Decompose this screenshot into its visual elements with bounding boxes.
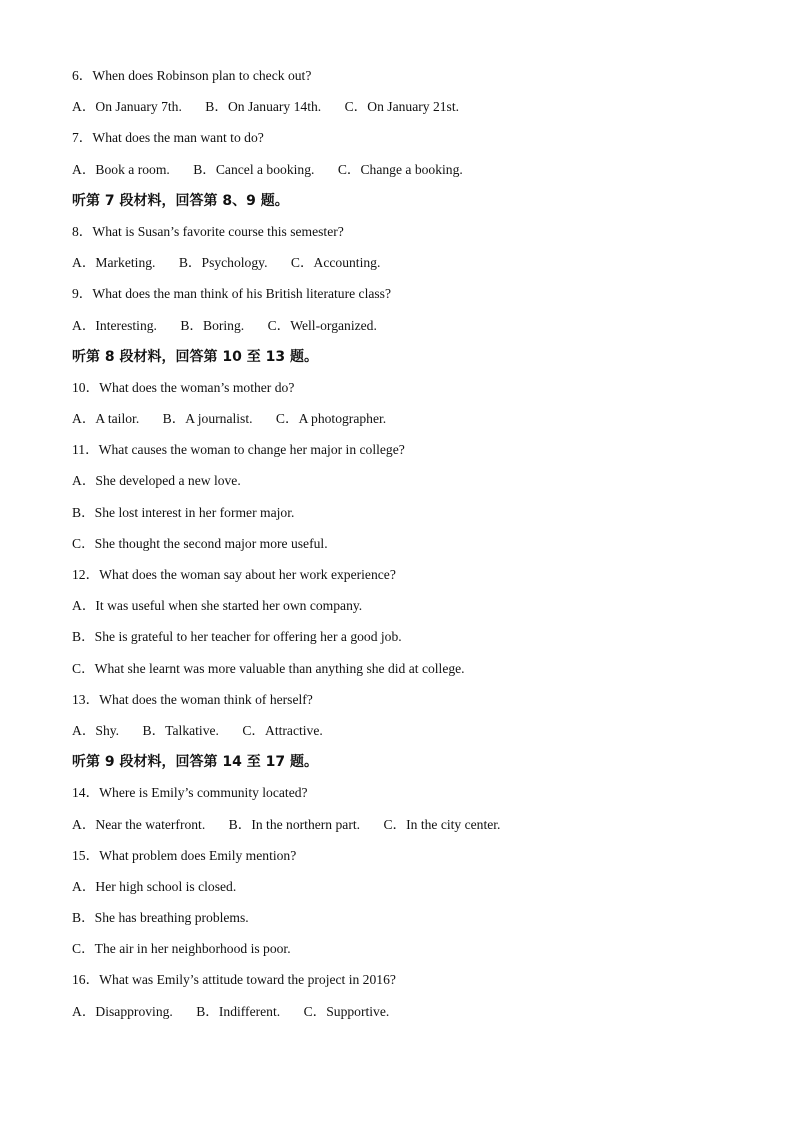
question-9: 9．What does the man think of his British literature class? [72, 286, 392, 302]
option-c: C．On January 21st. [344, 99, 460, 115]
option-b: B．She is grateful to her teacher for offering her a good job. [72, 629, 402, 645]
question-12: 12．What does the woman say about her work experience? [72, 567, 396, 582]
option-b: B．She lost interest in her former major. [72, 504, 295, 520]
option-b: B．A journalist. [162, 411, 253, 427]
option-a: A．Interesting. [72, 317, 157, 333]
question-10-options [72, 407, 752, 438]
question-8: 8．What is Susan’s favorite course this semester? [72, 223, 344, 239]
option-a: A．Near the waterfront. [72, 816, 206, 832]
option-c: C．What she learnt was more valuable than anything she did at college. [72, 660, 465, 676]
option-a: A．Her high school is closed. [72, 878, 237, 894]
option-a: A．A tailor. [72, 411, 140, 427]
option-a: A．On January 7th. [72, 99, 182, 115]
question-13-options [72, 719, 752, 750]
question-9-options [72, 314, 752, 345]
option-a: A．Disapproving. [72, 1003, 173, 1019]
option-c: C．Attractive. [242, 722, 323, 738]
option-b: B．On January 14th. [205, 99, 322, 115]
option-a: A．She developed a new love. [72, 473, 241, 489]
option-b: B．In the northern part. [228, 816, 361, 832]
question-10: 10．What does the woman’s mother do? [72, 379, 295, 395]
option-c: C．Change a booking. [337, 161, 463, 177]
question-6: 6．When does Robinson plan to check out? [72, 68, 312, 83]
option-b: B．Indifferent. [196, 1003, 281, 1019]
option-c: C．In the city center. [383, 816, 501, 832]
question-16: 16．What was Emily’s attitude toward the project in 2016? [72, 972, 396, 988]
option-a: A．Book a room. [72, 161, 170, 177]
document-page [72, 64, 752, 1031]
option-a: A．Marketing. [72, 255, 156, 271]
option-c: C．A photographer. [275, 411, 387, 427]
option-a: A．It was useful when she started her own company. [72, 598, 363, 614]
question-16-options [72, 1000, 752, 1031]
option-b: B．She has breathing problems. [72, 910, 249, 926]
question-7-options [72, 158, 752, 189]
question-13: 13．What does the woman think of herself? [72, 691, 313, 707]
option-c: C．Supportive. [303, 1003, 390, 1019]
option-b: B．Psychology. [178, 255, 268, 271]
option-b: B．Boring. [180, 317, 245, 333]
question-14: 14．Where is Emily’s community located? [72, 785, 308, 801]
section-heading-9: 听第 9 段材料，回答第 14 至 17 题。 [72, 754, 318, 771]
question-15: 15．What problem does Emily mention? [72, 847, 297, 863]
option-c: C．The air in her neighborhood is poor. [72, 941, 291, 957]
section-heading-7: 听第 7 段材料，回答第 8、9 题。 [72, 192, 289, 209]
option-c: C．She thought the second major more useful. [72, 535, 328, 551]
option-a: A．Shy. [72, 722, 120, 738]
question-8-options [72, 251, 752, 282]
question-14-options [72, 813, 752, 844]
question-11: 11．What causes the woman to change her major in college? [72, 442, 405, 458]
option-c: C．Accounting. [290, 255, 381, 271]
option-b: B．Talkative. [142, 722, 219, 738]
section-heading-8: 听第 8 段材料，回答第 10 至 13 题。 [72, 348, 318, 365]
option-b: B．Cancel a booking. [193, 161, 315, 177]
question-7: 7．What does the man want to do? [72, 130, 264, 146]
question-6-options [72, 95, 752, 126]
option-c: C．Well-organized. [267, 317, 377, 333]
